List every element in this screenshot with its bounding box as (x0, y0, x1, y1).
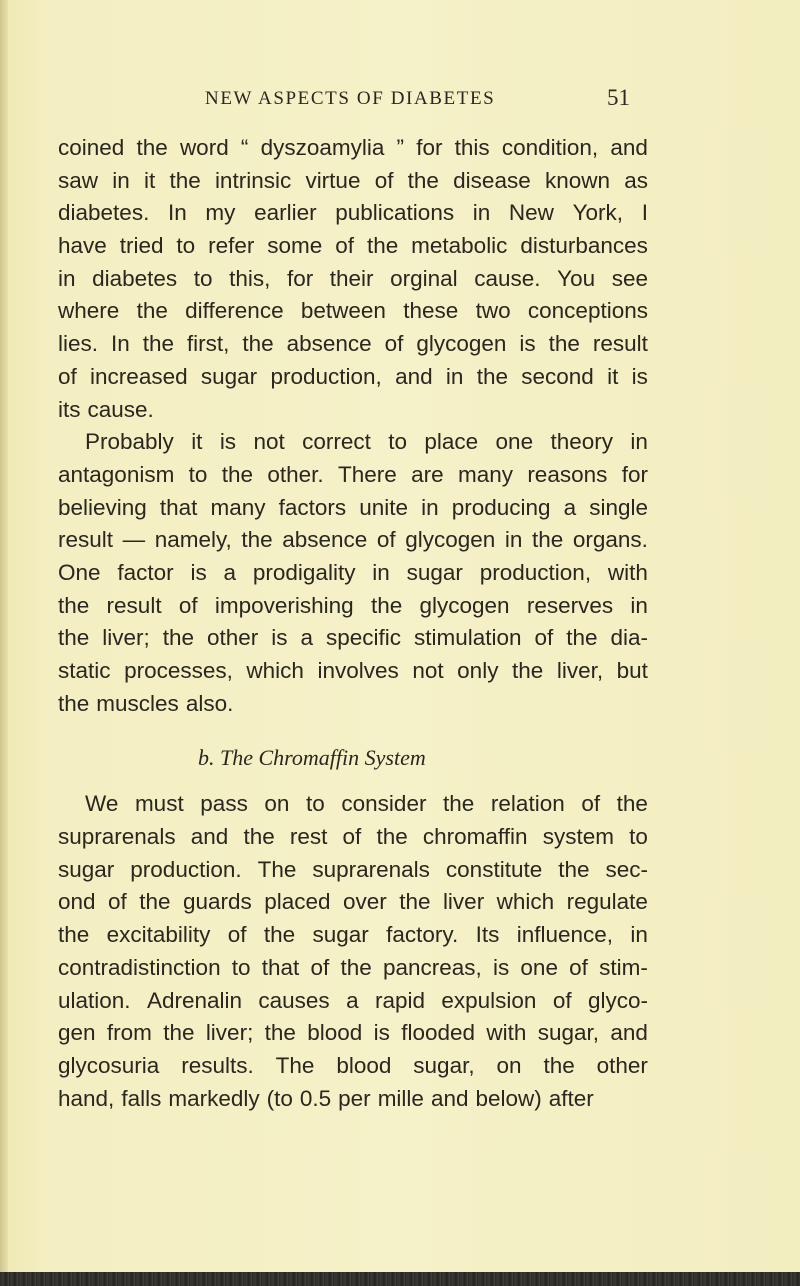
text-line: sugar production. The suprarenals constitute the sec- (58, 856, 648, 882)
text-line: glycosuria results. The blood sugar, on the other (58, 1052, 648, 1078)
text-line: lies. In the first, the absence of glycogen is the result (58, 331, 648, 357)
text-line: believing that many factors unite in producing a single (58, 494, 648, 520)
text-line: the liver; the other is a specific stimulation of the dia- (58, 625, 648, 651)
text-line: saw in it the intrinsic virtue of the disease known as (58, 167, 648, 193)
paragraph-1 (58, 132, 648, 426)
text-line: have tried to refer some of the metabolic disturbances (58, 233, 648, 259)
text-line: ond of the guards placed over the liver which regulate (58, 889, 648, 915)
page-binding-edge (0, 0, 8, 1286)
page-bottom-edge (0, 1272, 800, 1286)
text-line: One factor is a prodigality in sugar production, with (58, 559, 648, 585)
paragraph-3 (58, 788, 648, 1115)
text-line: where the difference between these two conceptions (58, 298, 648, 324)
text-line: the result of impoverishing the glycogen reserves in (58, 592, 648, 618)
text-line: its cause. (58, 396, 154, 422)
text-line: coined the word “ dyszoamylia ” for this condition, and (58, 135, 648, 160)
running-head-title: NEW ASPECTS OF DIABETES (205, 88, 496, 109)
text-line: the muscles also. (58, 690, 234, 716)
text-line: result — namely, the absence of glycogen in the organs. (58, 527, 648, 553)
text-line: in diabetes to this, for their orginal cause. You see (58, 265, 648, 291)
text-line: contradistinction to that of the pancreas, is one of stim- (58, 954, 648, 980)
text-line: suprarenals and the rest of the chromaffin system to (58, 824, 648, 850)
text-line: the excitability of the sugar factory. Its influence, in (58, 922, 648, 948)
body-text (58, 132, 648, 1115)
page-number: 51 (607, 85, 630, 110)
text-line: We must pass on to consider the relation of the (85, 791, 648, 817)
paragraph-2 (58, 426, 648, 720)
text-line: hand, falls markedly (to 0.5 per mille and below) after (58, 1085, 594, 1111)
text-line: antagonism to the other. There are many reasons for (58, 461, 648, 487)
text-line: of increased sugar production, and in the second it is (58, 363, 648, 389)
section-heading: b. The Chromaffin System (198, 745, 426, 771)
text-line: ulation. Adrenalin causes a rapid expulsion of glyco- (58, 987, 648, 1013)
text-line: static processes, which involves not only the liver, but (58, 658, 648, 683)
running-head (205, 85, 630, 118)
text-line: gen from the liver; the blood is flooded with sugar, and (58, 1020, 648, 1046)
text-line: diabetes. In my earlier publications in New York, I (58, 200, 648, 226)
text-line: Probably it is not correct to place one theory in (85, 429, 648, 455)
